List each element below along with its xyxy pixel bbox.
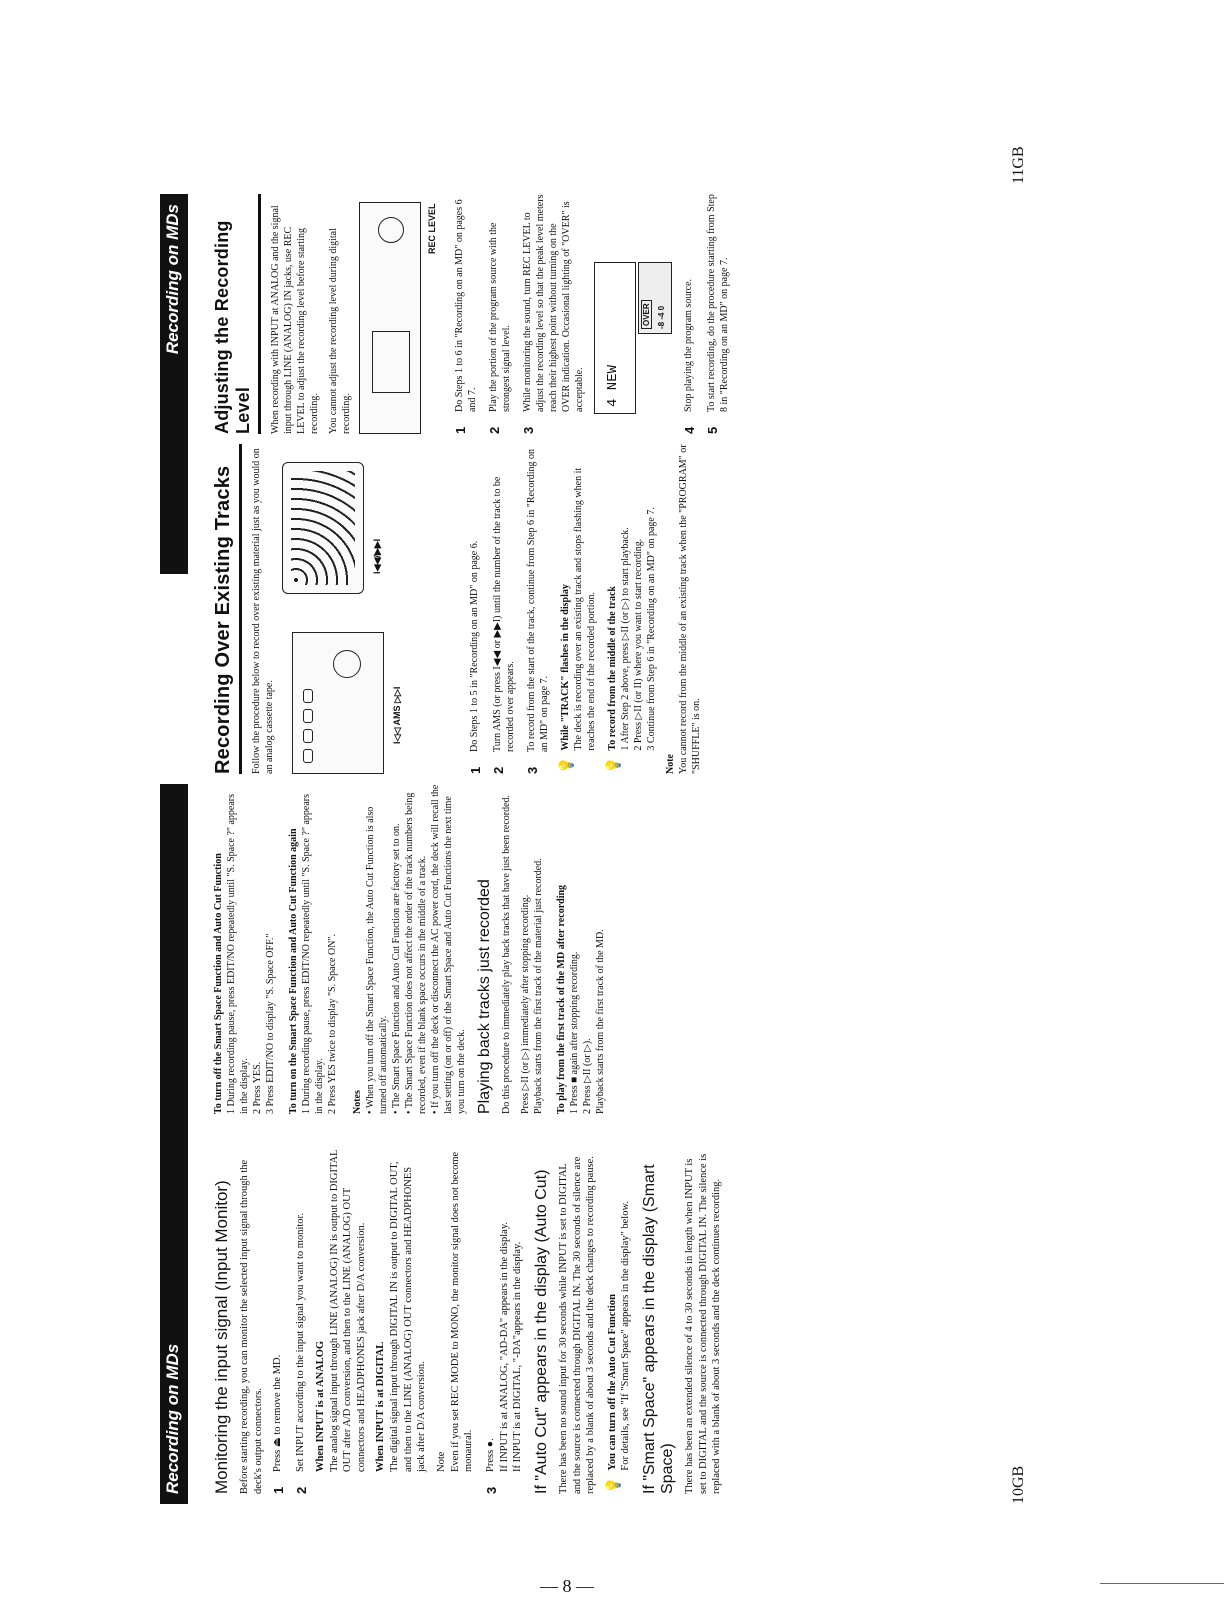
first-track-step-1: 1 Press ■ again after stopping recording. [569,951,580,1114]
over-note-text: You cannot record from the middle of an existing track when the "PROGRAM" or "SHUFFLE" is on. [678,444,702,774]
turnoff-step-3: 3 Press EDIT/NO to display "S. Space OFF." [265,933,276,1114]
playback-title: Playing back tracks just recorded [476,879,493,1114]
right-section-bar [160,194,188,574]
step-text: Press ⏏ to remove the MD. [272,1354,284,1472]
smartspace-title: If "Smart Space" appears in the display (Smart Space) [641,1164,677,1494]
turnoff-step-2: 2 Press YES. [252,1061,263,1114]
level-step-5 [705,194,731,434]
left-section-title: Recording on MDs [163,1343,182,1494]
rec-level-title: Adjusting the Recording Level [212,194,261,434]
autocut-title: If "Auto Cut" appears in the display (Auto Cut) [532,1169,550,1494]
level-display-illustration [594,194,674,414]
playback-step: Press ▷II (or ▷) immediately after stopping recording. [520,894,531,1114]
left-section-bar [160,784,188,1504]
level-step-4 [682,194,697,434]
left-page-number: 10GB [1010,1465,1027,1504]
deck-front-panel-icon [359,202,421,434]
step-text: To record from the start of the track, continue from Step 6 in "Recording on an MD" on page 7. [526,448,550,752]
mid-step-2: 2 Press ▷II (or II) where you want to start recording. [633,538,644,751]
remote-control-icon [282,462,364,594]
step-text: Do Steps 1 to 6 in "Recording on an MD" on pages 6 and 7. [454,199,478,412]
right-page-number: 11GB [1010,146,1027,184]
step-number: 1 [271,1486,287,1494]
track-flash-tip [559,444,598,774]
tip-heading: You can turn off the Auto Cut Function [606,1294,618,1471]
level-step-1 [453,194,479,434]
playback-intro: Do this procedure to immediately play back tracks that have just been recorded. [501,794,512,1114]
step-number: 3 [521,426,536,434]
over-step-1 [468,444,483,774]
deck-illustration [359,194,449,434]
step-number: 4 [682,426,697,434]
step-text: Turn AMS (or press I◀◀ or ▶▶I) until the number of the track to be recorded over appears. [492,476,516,752]
step-detail-digital: If INPUT is at DIGITAL, "-DA"appears in the display. [512,1241,524,1472]
smartspace-controls-section [212,784,607,1114]
step-number: 1 [453,426,468,434]
tip-heading: While "TRACK" flashes in the display [560,584,571,751]
step-number: 2 [491,766,506,774]
note-text: Even if you set REC MODE to MONO, the monitor signal does not become monaural. [449,1151,475,1472]
step-number: 3 [483,1486,499,1494]
record-over-intro: Follow the procedure below to record over existing material just as you would on an analog cassette tape. [251,448,275,774]
level-meter-icon [638,262,672,334]
step-text: Stop playing the program source. [683,278,694,412]
step-detail-analog: If INPUT is at ANALOG, "AD-DA" appears in the display. [498,1221,510,1472]
turnon-step-1: 1 During recording pause, press EDIT/NO repeatedly until "S. Space ?" appears in the display. [301,793,325,1114]
note-item: • The Smart Space Function does not affect the order of the track numbers being recorded, even if the blank space occurs in the middle of a track. [404,792,428,1114]
rec-level-label: REC LEVEL [427,203,437,254]
ams-knob-icon [333,650,361,678]
tip-lightbulb-icon: 💡 [560,756,575,774]
ams-label: I◁◁ AMS ▷▷I [392,686,402,744]
step-text: Do Steps 1 to 5 in "Recording on an MD" on page 6. [469,540,480,752]
rec-level-knob-icon [378,217,404,243]
step-text: Play the portion of the program source with the strongest signal level. [488,222,512,412]
right-section-title: Recording on MDs [163,204,182,355]
note-heading: Note [436,1451,448,1472]
skip-label: I◀◀/▶▶I [372,538,382,574]
rec-level-section [212,194,739,434]
turnoff-step-1: 1 During recording pause, press EDIT/NO repeatedly until "S. Space ?" appears in the display. [226,793,250,1114]
tip-heading: To record from the middle of the track [607,586,618,751]
analog-heading: When INPUT is at ANALOG [314,1340,326,1472]
note-item: • If you turn off the deck or disconnect the AC power cord, the deck will recall the last setting (on or off) of the Smart Space and Auto Cut Functions the next time you turn on the deck. [430,784,467,1114]
over-indicator: OVER [641,300,652,329]
step-text: While monitoring the sound, turn REC LEVEL to adjust the recording level so that the peak level meters reach their highest point without turning on the OVER indication. Occasional lighting of "OVER" is acceptable. [522,194,585,412]
playback-result: Playback starts from the first track of the material just recorded. [533,858,544,1114]
meter-scale: -8 -4 0 [657,305,666,329]
middle-track-tip [606,444,658,774]
over-step-2 [491,444,517,774]
mid-step-3: 3 Continue from Step 6 in "Recording on an MD" on page 7. [646,507,657,751]
step-number: 5 [705,426,720,434]
md-display-icon [594,262,636,414]
autocut-text: There has been no sound input for 30 seconds while INPUT is set to DIGITAL and the source is connected through DIGITAL IN. The 30 seconds of silence are replaced by a blank of about 3 seconds and the deck changes to recording pause. [557,1156,597,1494]
first-track-heading: To play from the first track of the MD after recording [556,884,567,1114]
monitor-intro: Before starting recording, you can monitor the selected input signal through the deck's output connectors. [239,1159,264,1494]
note-item: • When you turn off the Smart Space Function, the Auto Cut Function is also turned off automatically. [365,806,389,1114]
monitor-step-2 [294,1149,476,1494]
tip-lightbulb-icon: 💡 [607,756,622,774]
step-text: To start recording, do the procedure starting from Step 8 in "Recording on an MD" on page 7. [706,194,730,412]
monitor-step-1 [271,1149,286,1494]
turnon-step-2: 2 Press YES twice to display "S. Space ON". [327,934,338,1114]
over-step-3 [525,444,551,774]
autocut-tip [606,1149,633,1494]
step-number: 2 [294,1486,310,1494]
mid-step-1: 1 After Step 2 above, press ▷II (or ▷) to start playback. [620,527,631,751]
step-number: 3 [525,766,540,774]
step-number: 1 [468,766,483,774]
tip-lightbulb-icon: 💡 [606,1476,622,1494]
rec-level-intro: When recording with INPUT at ANALOG and the signal input through LINE (ANALOG) IN jacks, use REC LEVEL to adjust the recording level before starting recording. [270,205,320,434]
deck-and-remote-illustration [282,444,462,774]
digital-heading: When INPUT is at DIGITAL [375,1341,387,1472]
digital-text: The digital signal input through DIGITAL IN is output to DIGITAL OUT, and then to the LINE (ANALOG) OUT connectors and HEADPHONES jack after D/A conversion. [389,1161,428,1472]
turnoff-heading: To turn off the Smart Space Function and Auto Cut Function [213,853,224,1114]
record-over-title: Recording Over Existing Tracks [212,444,242,774]
first-track-result: Playback starts from the first track of the MD. [595,929,606,1114]
analog-text: The analog signal input through LINE (ANALOG) IN is output to DIGITAL OUT after A/D conversion, and then to the LINE (ANALOG) OUT connectors and HEADPHONES jack after D/A conversion. [328,1149,367,1472]
turnon-heading: To turn on the Smart Space Function and Auto Cut Function again [288,828,299,1114]
rec-level-intro-2: You cannot adjust the recording level during digital recording. [328,228,352,434]
tip-text: For details, see "If "Smart Space" appears in the display" below. [620,1201,632,1471]
deck-front-panel-icon [292,632,384,774]
level-step-2 [487,194,513,434]
page-marker: — 8 — [540,1576,594,1596]
note-item: • The Smart Space Function and Auto Cut Function are factory set to on. [391,823,402,1114]
record-over-section [212,444,703,774]
over-note-heading: Note [665,754,676,774]
smartspace-text: There has been an extended silence of 4 to 30 seconds in length when INPUT is set to DIGITAL and the source is connected through DIGITAL IN. The silence is replaced with a blank of about 3 seconds and the deck continues recording. [684,1153,723,1494]
level-step-3 [521,194,586,434]
tip-text: The deck is recording over an existing track and stops flashing when it reaches the end of the recorded portion. [573,467,597,751]
monitor-step-3 [484,1149,525,1494]
first-track-step-2: 2 Press ▷II (or ▷). [582,1038,593,1114]
step-text: Set INPUT according to the input signal you want to monitor. [295,1212,307,1472]
step-number: 2 [487,426,502,434]
step-text: Press ●. [484,1438,496,1472]
monitor-section [212,1149,730,1494]
display-track-text: 4 NEW [605,364,621,407]
notes-heading: Notes [352,1090,363,1114]
monitor-title: Monitoring the input signal (Input Monitor) [212,1180,231,1494]
